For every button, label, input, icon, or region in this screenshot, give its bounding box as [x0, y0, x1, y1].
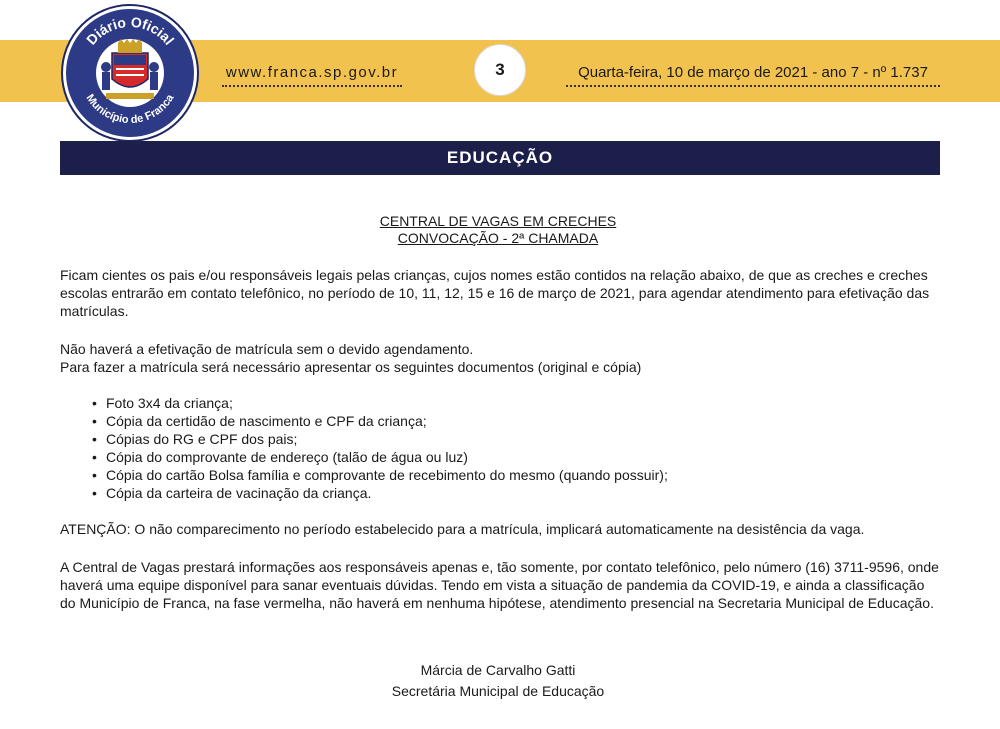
paragraph-intro: Ficam cientes os pais e/ou responsáveis legais pelas crianças, cujos nomes estão contidos na relação abaixo, de que as creches e creches escolas entrarão em contato telefônico, no período de 10, 11, 12, 15 e 16 de março de 2021, para agendar atendimento para efetivação das matrículas. [60, 267, 930, 319]
list-item: • Cópia da certidão de nascimento e CPF da criança; [90, 412, 890, 430]
site-url-link[interactable]: www.franca.sp.gov.br [222, 64, 402, 87]
list-item: • Cópia da carteira de vacinação da criança. [90, 484, 890, 502]
paragraph-requirements [60, 340, 940, 376]
requirements-line1: Não haverá a efetivação de matrícula sem o devido agendamento. [60, 341, 474, 357]
signatory-role: Secretária Municipal de Educação [391, 683, 605, 699]
list-item: • Foto 3x4 da criança; [90, 394, 890, 412]
requirements-line2: Para fazer a matrícula será necessário apresentar os seguintes documentos (original e cópia) [60, 359, 642, 375]
document-title-line1: CENTRAL DE VAGAS EM CRECHES [379, 213, 617, 229]
document-title [300, 213, 696, 247]
svg-text:Município de Franca: Município de Franca [83, 92, 177, 127]
signature-block [300, 660, 696, 702]
attention-notice: ATENÇÃO: O não comparecimento no período estabelecido para a matrícula, implicará automaticamente na desistência da vaga. [60, 521, 865, 537]
municipal-seal-logo [63, 6, 197, 140]
section-heading: EDUCAÇÃO [60, 141, 940, 175]
paragraph-contact-info: A Central de Vagas prestará informações aos responsáveis apenas e, tão somente, por contato telefônico, pelo número (16) 3711-9596, onde haverá uma equipe disponível para sanar eventuais dúvidas. Tendo em vista a situação de pandemia da COVID-19, e ainda a classificação do Município de Franca, na fase vermelha, não haverá em nenhuma hipótese, atendimento presencial na Secretaria Municipal de Educação. [60, 559, 939, 611]
list-item: • Cópia do comprovante de endereço (talão de água ou luz) [90, 448, 890, 466]
page-number-badge: 3 [474, 44, 526, 96]
list-item: • Cópias do RG e CPF dos pais; [90, 430, 890, 448]
required-documents-list [90, 394, 890, 502]
coat-of-arms-icon [66, 9, 194, 137]
list-item: • Cópia do cartão Bolsa família e comprovante de recebimento do mesmo (quando possuir); [90, 466, 890, 484]
document-title-line2: CONVOCAÇÃO - 2ª CHAMADA [397, 230, 599, 246]
signatory-name: Márcia de Carvalho Gatti [420, 662, 576, 678]
svg-text:Diário Oficial: Diário Oficial [83, 13, 178, 48]
edition-date: Quarta-feira, 10 de março de 2021 - ano 7 - nº 1.737 [566, 64, 940, 87]
